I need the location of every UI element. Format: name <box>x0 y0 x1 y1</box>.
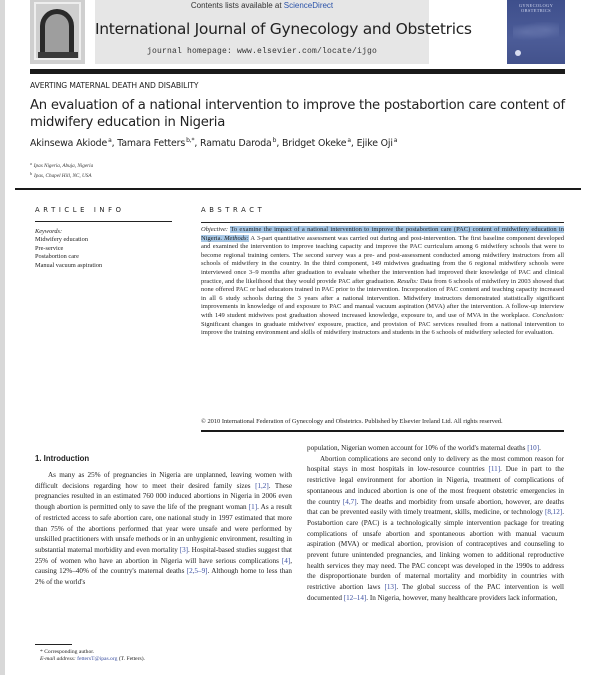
author-name[interactable]: Tamara Fetters <box>117 138 186 149</box>
author-name[interactable]: Akinsewa Akiode <box>30 138 108 149</box>
article-info-divider <box>35 221 172 222</box>
citation-link[interactable]: [13] <box>384 583 397 592</box>
article-info-heading: ARTICLE INFO <box>35 206 125 214</box>
email-label: E-mail address: <box>40 656 76 663</box>
copyright-notice: © 2010 International Federation of Gynecology and Obstetrics. Published by Elsevier Ireland Ltd. All rights reserved. <box>201 418 503 425</box>
cover-title-line2: OBSTETRICS <box>520 8 551 13</box>
author-affiliation-marker: a <box>347 137 351 144</box>
abstract-heading: ABSTRACT <box>201 206 266 214</box>
methods-text: A 3-part quantitative assessment was carried out during and post-intervention. The first baseline component developed and examined the intervention to improve teaching capacity and improve the PAC curriculum among 6 midwifery schools that were to become regional training centers. The second survey was a pre- and post-assessment conducted among midwifery instructors from all schools of midwifery in the country. In the third component, 149 midwives graduating from the 6 regional midwifery schools were interviewed once 3–9 months after graduation to evaluate whether the intervention had improved their knowledge of PAC and clinical practice, and the likelihood that they would provide PAC after graduation. <box>201 234 565 285</box>
affiliations <box>30 160 93 180</box>
keywords-label: Keywords: <box>35 228 63 235</box>
abstract-divider <box>201 222 564 223</box>
cover-emblem-icon <box>515 50 521 56</box>
sciencedirect-link[interactable]: ScienceDirect <box>283 1 334 10</box>
author-name[interactable]: Ramatu Daroda <box>200 138 272 149</box>
body-column-right <box>307 443 564 604</box>
citation-link[interactable]: [1] <box>248 503 258 512</box>
citation-link[interactable]: [8,12] <box>544 508 563 517</box>
citation-link[interactable]: [4] <box>281 556 291 565</box>
citation-link[interactable]: [2,5–9] <box>186 567 208 576</box>
affiliation: $^b$ Ipas, Chapel Hill, NC, USA <box>30 171 92 179</box>
conclusion-text: Significant changes in graduate midwives' exposure, practice, and provision of PAC services resulted from a national intervention to improve the training environment and skills of midwifery instructors and students in the 6 schools of midwifery selected for evaluation. <box>201 320 564 337</box>
body-paragraph: As many as 25% of pregnancies in Nigeria are unplanned, leaving women with difficult decisions regarding how to meet their desired family sizes [1,2]. These pregnancies resulted in an estimated 760 000 induced abortions in Nigeria in 2006 even though abortion is permitted only to save the life of the pregnant woman [1]. As a result of restricted access to safe abortion care, one national study in 1997 estimated that more than 75% of the abortions performed that year were unsafe and were performed by unskilled practitioners with unsafe methods or in an unhygienic environment, resulting in substantial maternal morbidity and even mortality [3]. Hospital-based studies suggest that 25% of women who have an abortion in Nigeria will have serious complications [4], causing 12%–40% of the country's maternal deaths [2,5–9]. Although home to less than 2% of the world's <box>35 471 293 587</box>
journal-homepage[interactable]: journal homepage: www.elsevier.com/locate/ijgo <box>146 47 378 56</box>
citation-link[interactable]: [4,7] <box>342 497 357 506</box>
body-paragraph: population, Nigerian women account for 10% of the world's maternal deaths [10]. <box>307 444 541 452</box>
citation-link[interactable]: [10] <box>527 444 540 452</box>
article-title: An evaluation of a national intervention to improve the postabortion care content of midwifery education in Nigeria <box>30 98 565 130</box>
citation-link[interactable]: [1,2] <box>255 481 269 490</box>
keyword: Manual vacuum aspiration <box>35 261 103 269</box>
section-heading-introduction: 1. Introduction <box>35 454 90 463</box>
abstract-bottom-divider <box>201 430 564 432</box>
conclusion-label: Conclusion: <box>532 311 565 319</box>
affiliation: $^a$ Ipas Nigeria, Abuja, Nigeria <box>30 161 94 169</box>
author-affiliation-marker: a <box>393 137 398 144</box>
citation-link[interactable]: [11] <box>488 465 501 474</box>
body-paragraph: Abortion complications are second only to delivery as the most common reason for hospital stays in most hospitals in low-resource countries [11]. Due in part to the restrictive legal environment for abortion in Nigeria, treatment of complications of spontaneous and induced abortion is one of the most frequent obstetric emergencies in the country [4,7]. The deaths and morbidity from unsafe abortion, however, are deaths that can be prevented easily with timely treatment, skills, medicine, or technology [8,12]. Postabortion care (PAC) is a technologically simple intervention package for treating complications of unsafe abortion and spontaneous abortion with manual vacuum aspiration (MVA) or medical abortion, provision of contraceptives and counseling to prevent future unintended pregnancies, and linking women to additional reproductive health services they may need. The PAC concept was developed in the 1990s to address the disproportionate burden of maternal mortality and morbidity in countries with restrictive abortion laws [13]. The global success of the PAC intervention is well documented [12–14]. In Nigeria, however, many healthcare providers lack information, <box>307 454 565 602</box>
article-section-label: AVERTING MATERNAL DEATH AND DISABILITY <box>30 81 199 90</box>
footnote-divider <box>35 644 72 645</box>
email-link[interactable]: fettersT@ipas.org <box>77 656 118 663</box>
header-divider <box>30 69 565 74</box>
cover-title-line1: GYNECOLOGY <box>518 3 554 8</box>
abstract-text <box>201 226 564 338</box>
keyword: Postabortion care <box>35 253 79 261</box>
keyword: Pre-service <box>35 244 64 252</box>
corresponding-author-note: * Corresponding author. <box>40 649 95 655</box>
body-column-left <box>35 470 292 588</box>
methods-label[interactable]: Methods: <box>224 234 249 242</box>
keyword: Midwifery education <box>35 236 88 244</box>
keywords-block <box>35 228 102 270</box>
citation-link[interactable]: [3] <box>179 545 189 554</box>
elsevier-logo-icon <box>30 0 85 64</box>
contents-available <box>95 1 429 11</box>
objective-label: Objective: <box>201 226 229 233</box>
journal-header <box>95 0 472 64</box>
objective-text[interactable]: To examine the impact of a national intervention to improve the postabortion care (PAC) content of midwifery education in Nigeria. <box>201 226 564 242</box>
title-divider <box>15 188 581 190</box>
journal-cover-image <box>507 0 565 64</box>
email-suffix: (T. Fetters). <box>118 656 145 663</box>
author-affiliation-marker: b,* <box>186 137 195 144</box>
results-text: Data from 6 schools of midwifery in 2003 showed that none offered PAC or had educators trained in PAC prior to the intervention. Incorporation of PAC content and teaching capacity increased in all 6 study schools during the 3 years after a national intervention. Midwifery instructors demonstrated statistically significant improvements in knowledge of and exposure to PAC and manual vacuum aspiration (MVA) after the intervention. A follow-up interview with 149 student midwives post graduation showed increased knowledge, exposure to, and use of MVA in the workplace. <box>201 277 565 319</box>
results-label: Results: <box>397 277 419 285</box>
author-list: Akinsewa Akiode$^a$, Tamara Fetters$^{b,*}$, Ramatu Daroda$^b$, Bridget Okeke$^a$, Ejike Oji$^a$ <box>30 137 398 149</box>
email-line <box>40 656 145 663</box>
footnote <box>40 649 145 664</box>
author-affiliation-marker: a <box>108 137 112 144</box>
author-affiliation-marker: b <box>272 137 277 144</box>
contents-prefix: Contents lists available at <box>190 1 282 10</box>
author-name[interactable]: Ejike Oji <box>356 138 393 149</box>
journal-title: International Journal of Gynecology and Obstetrics <box>95 20 472 38</box>
author-name[interactable]: Bridget Okeke <box>282 138 347 149</box>
citation-link[interactable]: [12–14] <box>343 593 367 602</box>
cover-world-map-icon <box>513 22 559 42</box>
